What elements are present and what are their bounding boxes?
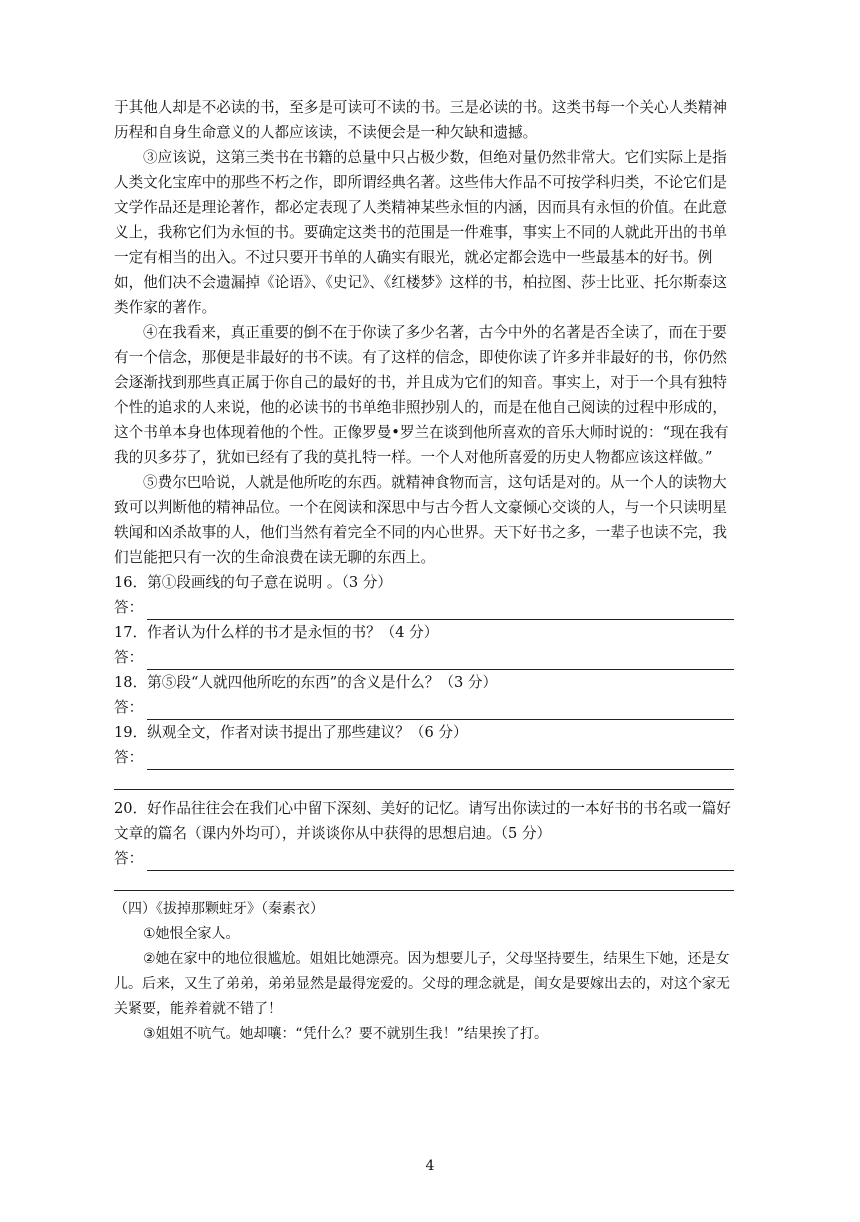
answer-label: 答： — [114, 699, 144, 716]
answer-label: 答： — [114, 850, 144, 867]
answer-20 — [114, 846, 734, 871]
section-4-paragraph-3: ③姐姐不吭气。她却嚷：“凭什么？要不就别生我！”结果挨了打。 — [143, 1026, 549, 1042]
answer-16 — [114, 595, 734, 620]
answer-line-17[interactable] — [147, 652, 734, 670]
section-4-title: （四）《拔掉那颗蛀牙》（秦素衣） — [114, 901, 324, 917]
page-content — [114, 95, 734, 1047]
question-19: 19．纵观全文，作者对读书提出了那些建议？（6 分） — [114, 724, 468, 741]
section-4-paragraph-2: ②她在家中的地位很尴尬。姐姐比她漂亮。因为想要儿子，父母坚持要生，结果生下她，还是女儿。后来，又生了弟弟，弟弟显然是最得宠爱的。父母的理念就是，闺女是要嫁出去的，对这个家无关紧要，能养着就不错了！ — [114, 951, 730, 1017]
answer-line-20-extra[interactable] — [114, 871, 734, 891]
answer-line-19[interactable] — [147, 752, 734, 770]
question-20: 20．好作品往往会在我们心中留下深刻、美好的记忆。请写出你读过的一本好书的书名或一篇好文章的篇名（课内外均可），并谈谈你从中获得的思想启迪。（5 分） — [114, 800, 731, 842]
answer-label: 答： — [114, 599, 144, 616]
answer-19 — [114, 745, 734, 770]
answer-line-20[interactable] — [147, 853, 734, 871]
answer-line-16[interactable] — [147, 602, 734, 620]
passage-paragraph-4: ④在我看来，真正重要的倒不在于你读了多少名著，古今中外的名著是否全读了，而在于要有一个信念，那便是非最好的书不读。有了这样的信念，即使你读了许多并非最好的书，你仍然会逐渐找到那些真正属于你自己的最好的书，并且成为它们的知音。事实上，对于一个具有独特个性的追求的人来说，他的必读书的书单绝非照抄别人的，而是在他自己阅读的过程中形成的，这个书单本身也体现着他的个性。正像罗曼•罗兰在谈到他所喜欢的音乐大师时说的：“现在我有我的贝多芬了，犹如已经有了我的莫扎特一样。一个人对他所喜爱的历史人物都应该这样做。” — [114, 324, 729, 466]
passage-paragraph-intro: 于其他人却是不必读的书，至多是可读可不读的书。三是必读的书。这类书每一个关心人类精神历程和自身生命意义的人都应该读，不读便会是一种欠缺和遗撼。 — [114, 99, 727, 141]
question-17: 17．作者认为什么样的书才是永恒的书？（4 分） — [114, 624, 439, 641]
page-number: 4 — [425, 1158, 435, 1174]
answer-18 — [114, 695, 734, 720]
answer-line-18[interactable] — [147, 702, 734, 720]
answer-label: 答： — [114, 649, 144, 666]
question-18: 18．第⑤段“人就四他所吃的东西”的含义是什么？（3 分） — [114, 674, 498, 691]
answer-17 — [114, 645, 734, 670]
passage-paragraph-5: ⑤费尔巴哈说，人就是他所吃的东西。就精神食物而言，这句话是对的。从一个人的读物大致可以判断他的精神品位。一个在阅读和深思中与古今哲人文豪倾心交谈的人，与一个只读明星轶闻和凶杀故事的人，他们当然有着完全不同的内心世界。天下好书之多，一辈子也读不完，我们岂能把只有一次的生命浪费在读无聊的东西上。 — [114, 474, 727, 566]
question-16: 16．第①段画线的句子意在说明 。（3 分） — [114, 574, 392, 591]
answer-line-19-extra[interactable] — [114, 770, 734, 790]
section-4-paragraph-1: ①她恨全家人。 — [143, 926, 240, 942]
passage-paragraph-3: ③应该说，这第三类书在书籍的总量中只占极少数，但绝对量仍然非常大。它们实际上是指人类文化宝库中的那些不朽之作，即所谓经典名著。这些伟大作品不可按学科归类，不论它们是文学作品还是理论著作，都必定表现了人类精神某些永恒的内涵，因而具有永恒的价值。在此意义上，我称它们为永恒的书。要确定这类书的范围是一件难事，事实上不同的人就此开出的书单一定有相当的出入。不过只要开书单的人确实有眼光，就必定都会选中一些最基本的好书。例如，他们决不会遗漏掉《论语》、《史记》、《红楼梦》这样的书，柏拉图、莎士比亚、托尔斯泰这类作家的著作。 — [114, 149, 727, 316]
answer-label: 答： — [114, 749, 144, 766]
